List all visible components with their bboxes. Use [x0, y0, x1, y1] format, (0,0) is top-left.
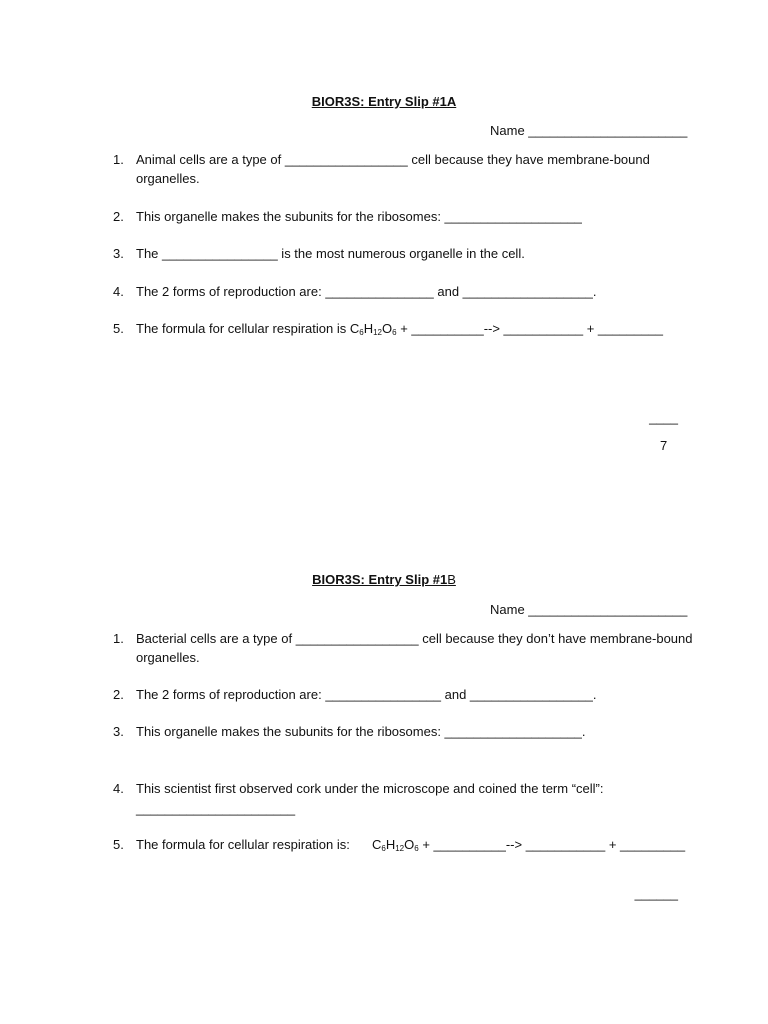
- formula-element: H: [385, 837, 396, 852]
- formula-blanks: + __________--> ___________ + _________: [418, 837, 686, 852]
- slip-b-score-line[interactable]: ______: [634, 886, 678, 901]
- question-number: 1.: [113, 631, 124, 646]
- slip-a-name-field[interactable]: Name ______________________: [490, 123, 688, 138]
- question-text[interactable]: Animal cells are a type of _________________ cell because they have membrane-bound: [136, 152, 650, 167]
- question-number: 5.: [113, 837, 124, 852]
- slip-a-title: BIOR3S: Entry Slip #1A: [311, 94, 457, 109]
- slip-b-name-field[interactable]: Name ______________________: [490, 602, 688, 617]
- question-number: 4.: [113, 284, 124, 299]
- question-text[interactable]: The 2 forms of reproduction are: _______________ and __________________.: [136, 284, 597, 299]
- formula-blanks: + __________--> ___________ + _________: [396, 321, 663, 336]
- answer-blank[interactable]: ______________________: [136, 801, 296, 816]
- slip-a-score-total: 7: [660, 438, 668, 453]
- question-number: 5.: [113, 321, 124, 336]
- question-text[interactable]: This organelle makes the subunits for the ribosomes: ___________________: [136, 209, 582, 224]
- question-number: 2.: [113, 687, 124, 702]
- question-text-continued: organelles.: [136, 650, 200, 665]
- slip-b-title: [0, 572, 768, 587]
- question-text[interactable]: This scientist first observed cork under the microscope and coined the term “cell”:: [136, 781, 604, 796]
- question-text[interactable]: This organelle makes the subunits for the ribosomes: ___________________.: [136, 724, 586, 739]
- formula-subscript: 6: [414, 844, 419, 853]
- formula-prefix: The formula for cellular respiration is C: [136, 321, 360, 336]
- question-text[interactable]: The 2 forms of reproduction are: ________________ and _________________.: [136, 687, 597, 702]
- question-number: 4.: [113, 781, 124, 796]
- question-text[interactable]: Bacterial cells are a type of _________________ cell because they don’t have membrane-bound: [136, 631, 693, 646]
- question-text[interactable]: The ________________ is the most numerous organelle in the cell.: [136, 246, 525, 261]
- formula-subscript: 6: [381, 844, 386, 853]
- question-number: 3.: [113, 246, 124, 261]
- question-formula[interactable]: [372, 837, 685, 852]
- formula-subscript: 6: [359, 328, 364, 337]
- question-number: 2.: [113, 209, 124, 224]
- question-text-continued: organelles.: [136, 171, 200, 186]
- question-text-formula[interactable]: [136, 321, 663, 336]
- slip-b-title-main: BIOR3S: Entry Slip #1: [312, 572, 448, 587]
- formula-subscript: 6: [392, 328, 397, 337]
- formula-subscript: 12: [395, 844, 405, 853]
- formula-element: H: [363, 321, 374, 336]
- slip-b-title-suffix: B: [447, 572, 456, 587]
- question-number: 3.: [113, 724, 124, 739]
- question-text: The formula for cellular respiration is:: [136, 837, 350, 852]
- question-number: 1.: [113, 152, 124, 167]
- formula-subscript: 12: [373, 328, 382, 337]
- formula-element: O: [404, 837, 415, 852]
- slip-a-score-line[interactable]: ____: [649, 410, 678, 425]
- formula-element: O: [382, 321, 393, 336]
- formula-element: C: [372, 837, 382, 852]
